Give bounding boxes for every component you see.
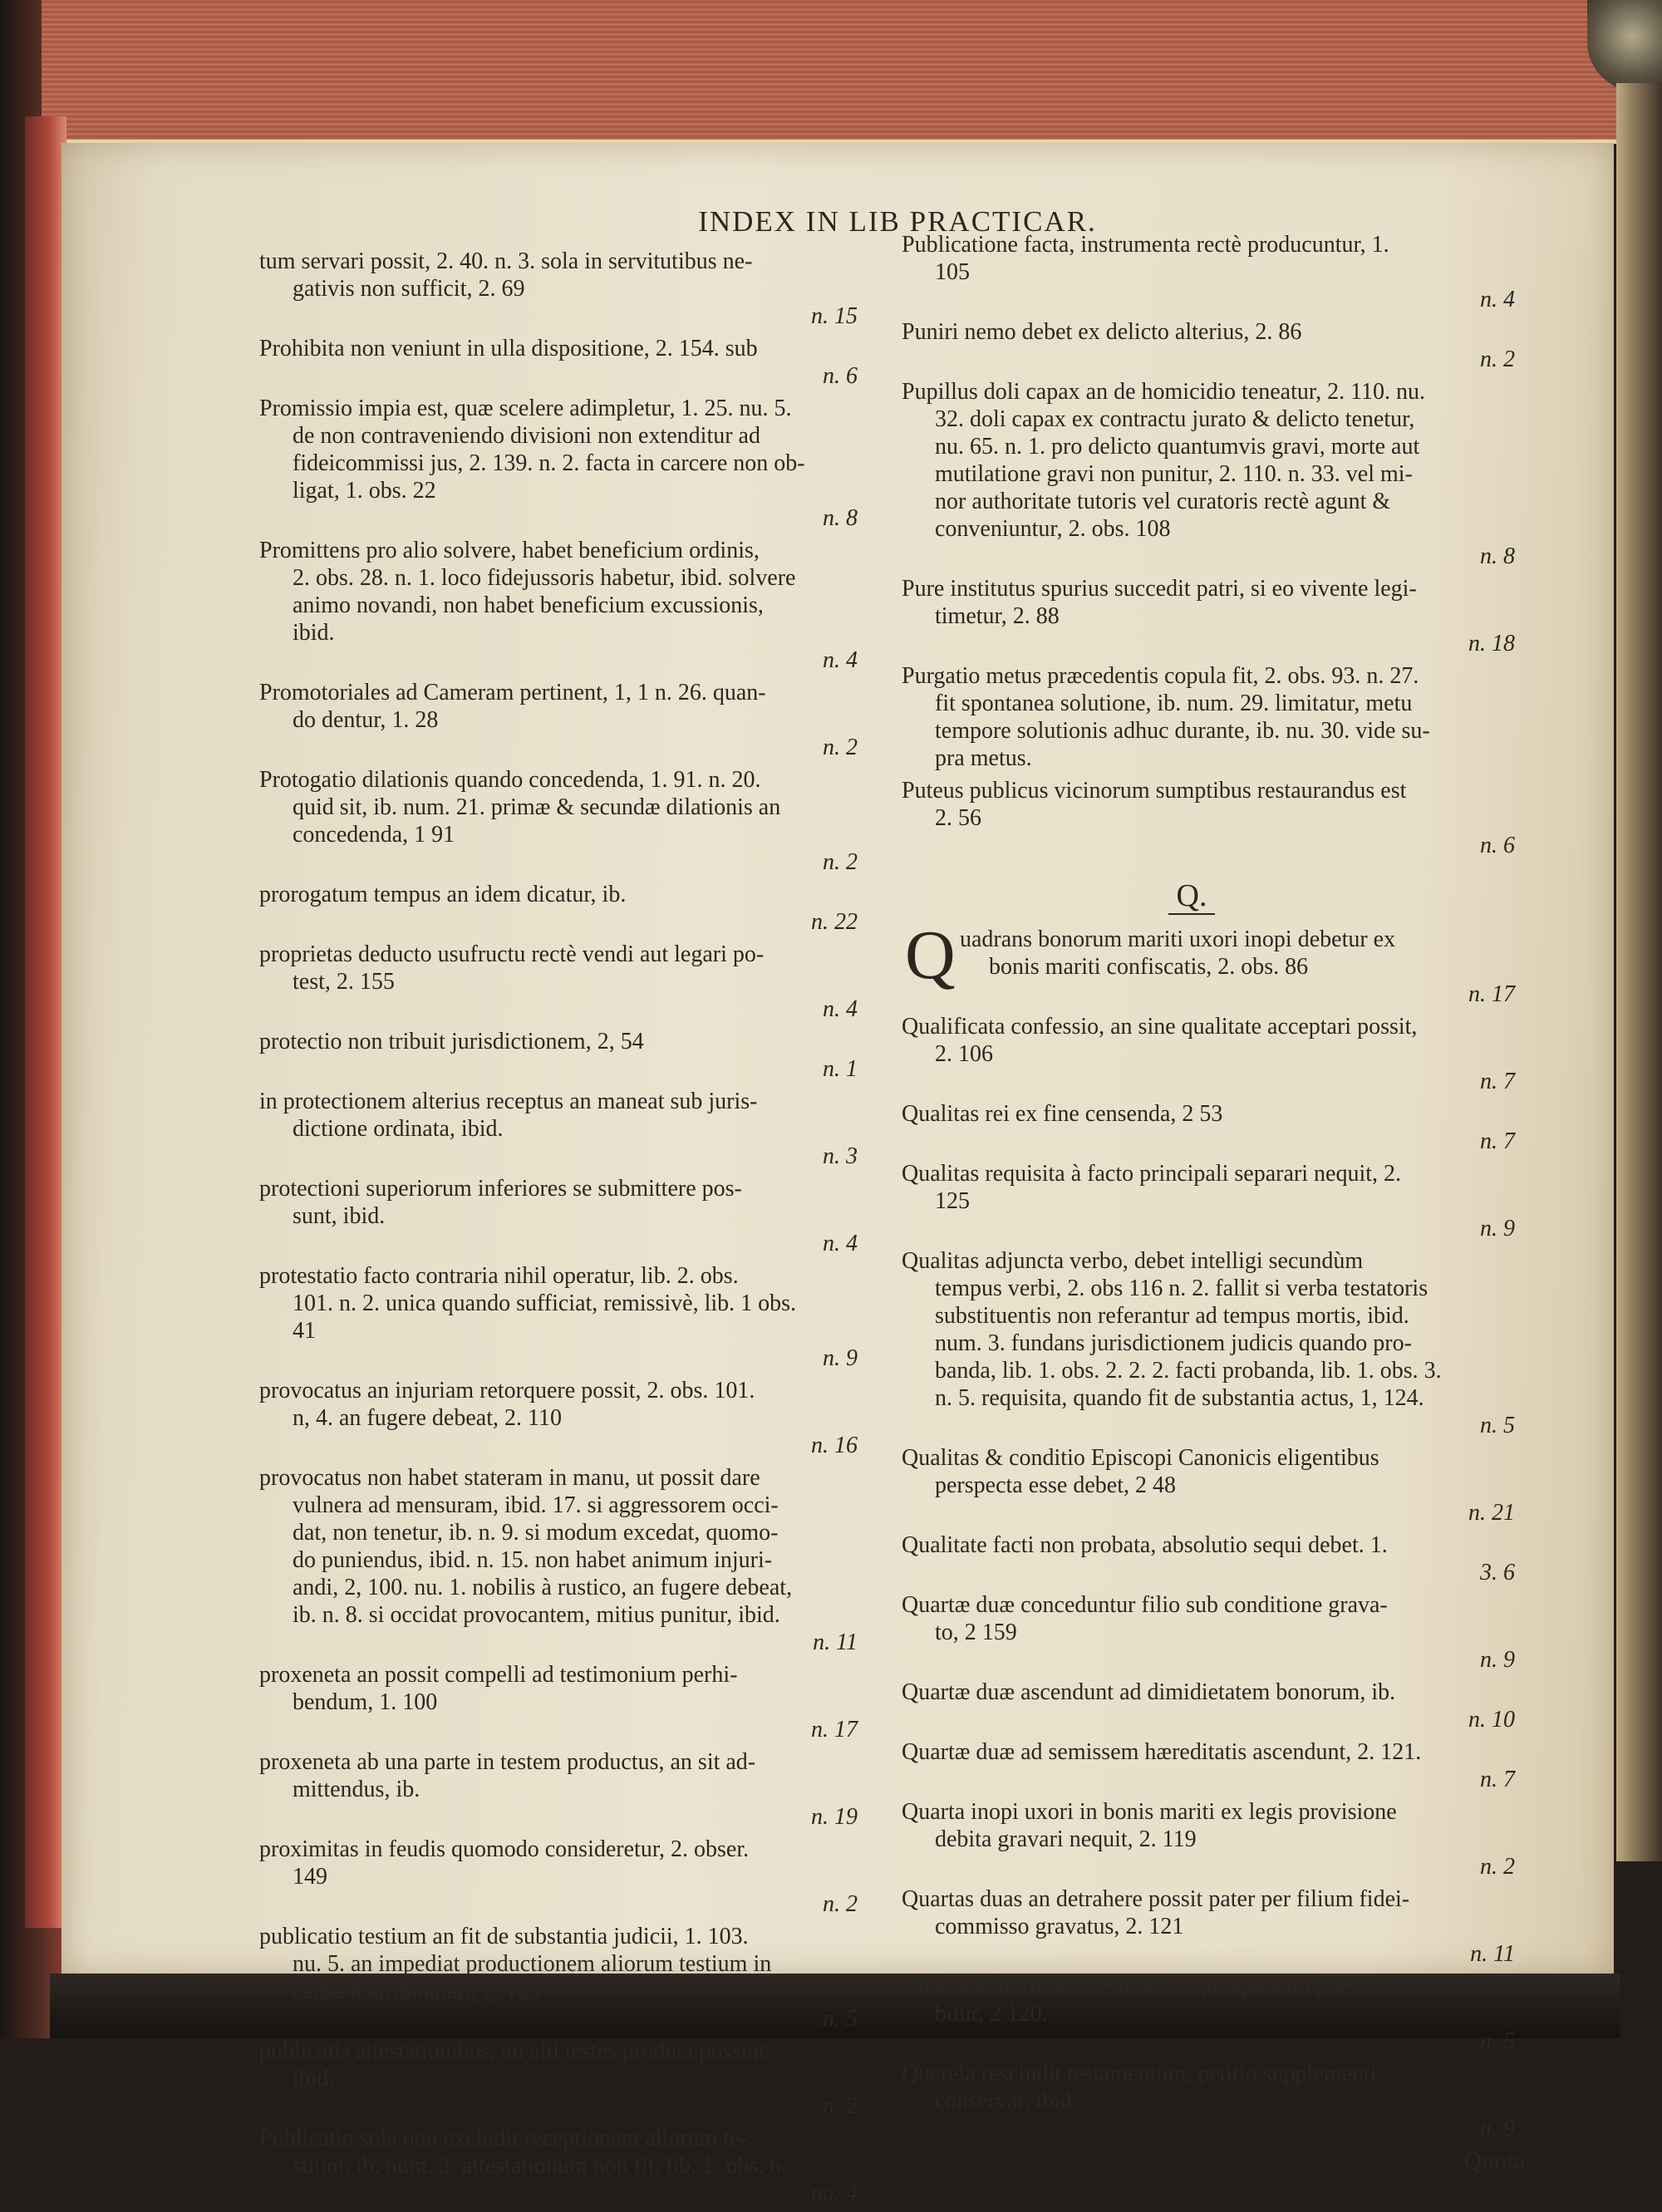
entry-continuation-line: 101. n. 2. unica quando sufficiat, remissivè, lib. 1 obs.	[293, 1290, 797, 1316]
entry-reference-number: n. 18	[1468, 631, 1515, 656]
entry-continuation-line: num. 3. fundans jurisdictionem judicis quando pro-	[935, 1330, 1412, 1356]
entry-reference-number: n. 5	[823, 2006, 858, 2032]
section-letter	[902, 877, 1532, 914]
entry-headword-line: in protectionem alterius receptus an maneat sub juris-	[259, 1089, 758, 1114]
entry-continuation-line: commisso gravatus, 2. 121	[935, 1914, 1184, 1939]
entry-continuation-line: mittendus, ib.	[293, 1777, 420, 1802]
entry-continuation-line: andi, 2, 100. nu. 1. nobilis à rustico, an fugere debeat,	[293, 1575, 793, 1600]
entry-continuation-line: tempore solutionis adhuc durante, ib. nu. 30. vide su-	[935, 718, 1430, 744]
entry-headword-line: provocatus non habet stateram in manu, ut possit dare	[259, 1465, 760, 1491]
entry-reference-number: n. 8	[823, 505, 858, 531]
index-entry	[902, 1160, 1532, 1242]
entry-reference-number: nu. 4	[811, 2180, 858, 2206]
index-entry	[902, 2060, 1532, 2142]
entry-reference-number: n. 4	[823, 1231, 858, 1256]
entry-continuation-line: mutilatione gravi non punitur, 2. 110. n. 33. vel mi-	[935, 461, 1413, 487]
entry-reference-number: n. 11	[1470, 1941, 1515, 1967]
index-entry	[259, 1748, 874, 1831]
index-entry	[259, 395, 874, 532]
entry-continuation-line: 149	[293, 1864, 327, 1890]
section-letter-text: Q.	[1168, 878, 1216, 915]
entry-reference-number: n. 10	[1468, 1707, 1515, 1733]
entry-headword-line: publicatio testium an fit de substantia judicii, 1. 103.	[259, 1924, 749, 1949]
entry-headword-line: Promotoriales ad Cameram pertinent, 1, 1 n. 26. quan-	[259, 680, 766, 705]
entry-reference-number: n. 7	[1480, 1767, 1515, 1792]
right-column-q-entries	[902, 917, 1532, 2147]
entry-continuation-line: bonis mariti confiscatis, 2. obs. 86	[989, 954, 1309, 980]
entry-headword-line: Quærelæ inofficiosi testamenti quinquennio præscri-	[902, 1974, 1393, 1999]
entry-headword-line: prorogatum tempus an idem dicatur, ib.	[259, 882, 627, 907]
entry-continuation-line: to, 2 159	[935, 1620, 1017, 1645]
entry-continuation-line: concedenda, 1 91	[293, 822, 455, 848]
entry-continuation-line: pra metus.	[935, 745, 1032, 771]
entry-headword-line: uadrans bonorum mariti uxori inopi debetur ex	[960, 927, 1396, 952]
entry-headword-line: Qualitas requisita à facto principali separari nequit, 2.	[902, 1161, 1402, 1187]
entry-continuation-line: gativis non sufficit, 2. 69	[293, 276, 525, 302]
book-page-edges	[42, 0, 1620, 144]
entry-continuation-line: sunt, ibid.	[293, 1203, 386, 1229]
entry-reference-number: n. 16	[811, 1433, 858, 1458]
entry-continuation-line: perspecta esse debet, 2 48	[935, 1472, 1176, 1498]
entry-headword-line: proximitas in feudis quomodo consideretur, 2. obser.	[259, 1836, 750, 1862]
entry-headword-line: proprietas deducto usufructu rectè vendi aut legari po-	[259, 941, 765, 967]
entry-continuation-line: bendum, 1. 100	[293, 1689, 438, 1715]
entry-reference-number: n. 17	[811, 1717, 858, 1743]
entry-continuation-line: 2. 56	[935, 805, 981, 831]
entry-headword-line: Quartæ duæ ascendunt ad dimidietatem bonorum, ib.	[902, 1679, 1396, 1705]
entry-headword-line: Quartæ duæ conceduntur filio sub conditione grava-	[902, 1592, 1388, 1618]
entry-reference-number: n. 19	[811, 1804, 858, 1830]
drop-cap: Q	[905, 917, 956, 994]
entry-reference-number: n. 21	[1468, 1500, 1515, 1526]
entry-headword-line: Quartæ duæ ad semissem hæreditatis ascendunt, 2. 121.	[902, 1739, 1422, 1765]
index-entry	[259, 248, 874, 330]
entry-continuation-line: de non contraveniendo divisioni non extenditur ad	[293, 423, 760, 449]
entry-continuation-line: conservat, ibid.	[935, 2088, 1078, 2114]
entry-reference-number: n. 17	[1468, 981, 1515, 1007]
entry-continuation-line: fit spontanea solutione, ib. num. 29. limitatur, metu	[935, 691, 1413, 716]
index-entry	[902, 1247, 1532, 1439]
left-column	[259, 248, 874, 2212]
entry-continuation-line: nu. 65. n. 1. pro delicto quantumvis gravi, morte aut	[935, 434, 1420, 460]
index-entry	[259, 679, 874, 761]
index-entry	[259, 335, 874, 390]
entry-headword-line: tum servari possit, 2. 40. n. 3. sola in servitutibus ne-	[259, 248, 753, 274]
entry-headword-line: publicatis attestationibus, an alii testes produci possint	[259, 2038, 765, 2064]
index-entry	[902, 917, 1532, 1008]
right-column	[902, 231, 1532, 2175]
index-entry	[259, 1464, 874, 1656]
entry-headword-line: proxeneta ab una parte in testem productus, an sit ad-	[259, 1749, 756, 1775]
entry-headword-line: protectio non tribuit jurisdictionem, 2, 54	[259, 1029, 644, 1054]
entry-continuation-line: 125	[935, 1188, 970, 1214]
entry-continuation-line: conveniuntur, 2. obs. 108	[935, 516, 1171, 542]
entry-reference-number: n. 9	[823, 1345, 858, 1371]
entry-continuation-line: 105	[935, 259, 970, 285]
entry-headword-line: Puteus publicus vicinorum sumptibus restaurandus est	[902, 778, 1407, 804]
entry-headword-line: Quarta inopi uxori in bonis mariti ex legis provisione	[902, 1799, 1397, 1825]
entry-continuation-line: do puniendus, ibid. n. 15. non habet animum injuri-	[293, 1547, 773, 1573]
entry-headword-line: Puniri nemo debet ex delicto alterius, 2. 86	[902, 319, 1302, 345]
entry-headword-line: protectioni superiorum inferiores se submittere pos-	[259, 1176, 742, 1202]
entry-continuation-line: quid sit, ib. num. 21. primæ & secundæ dilationis an	[293, 794, 781, 820]
index-entry	[902, 1973, 1532, 2055]
entry-continuation-line: timetur, 2. 88	[935, 603, 1060, 629]
entry-reference-number: n. 5	[1480, 2028, 1515, 2054]
entry-continuation-line: n, 4. an fugere debeat, 2. 110	[293, 1405, 562, 1431]
index-entry	[902, 662, 1532, 772]
index-entry	[902, 575, 1532, 657]
right-column-p-entries	[902, 231, 1532, 864]
entry-reference-number: n. 7	[1480, 1069, 1515, 1094]
entry-headword-line: Qualificata confessio, an sine qualitate acceptari possit,	[902, 1014, 1418, 1040]
entry-reference-number: n. 22	[811, 909, 858, 935]
entry-continuation-line: ibid.	[293, 2066, 335, 2092]
index-entry	[259, 941, 874, 1023]
entry-continuation-line: do dentur, 1. 28	[293, 707, 439, 733]
index-entry	[902, 1679, 1532, 1733]
entry-reference-number: n. 2	[1480, 1854, 1515, 1880]
index-entry	[259, 1923, 874, 2033]
entry-reference-number: n. 1	[823, 1056, 858, 1082]
facing-page-edge	[1616, 83, 1662, 1861]
entry-continuation-line: dat, non tenetur, ib. n. 9. si modum excedat, quomo-	[293, 1520, 779, 1546]
book-cover-edge	[25, 116, 66, 1928]
index-entry	[259, 1028, 874, 1083]
entry-reference-number: n. 6	[1480, 833, 1515, 858]
index-entry	[902, 318, 1532, 373]
entry-reference-number: n. 9	[1480, 1216, 1515, 1241]
entry-continuation-line: dictione ordinata, ibid.	[293, 1116, 504, 1142]
index-entry	[259, 537, 874, 674]
index-entry	[259, 1836, 874, 1918]
entry-continuation-line: 32. doli capax ex contractu jurato & delicto tenetur,	[935, 406, 1415, 432]
index-entry	[259, 881, 874, 936]
entry-reference-number: 3. 6	[1480, 1560, 1515, 1585]
entry-headword-line: Prohibita non veniunt in ulla dispositione, 2. 154. sub	[259, 336, 758, 361]
entry-headword-line: Quartas duas an detrahere possit pater per filium fidei-	[902, 1886, 1410, 1912]
entry-continuation-line: substituentis non referantur ad tempus mortis, ibid.	[935, 1303, 1409, 1329]
entry-headword-line: Qualitas & conditio Episcopi Canonicis eligentibus	[902, 1445, 1379, 1471]
entry-headword-line: Promittens pro alio solvere, habet beneficium ordinis,	[259, 538, 760, 563]
index-entry	[902, 1738, 1532, 1793]
entry-headword-line: Qualitate facti non probata, absolutio sequi debet. 1.	[902, 1532, 1388, 1558]
index-entry	[259, 1088, 874, 1170]
catchword: Quota	[1463, 2147, 1525, 2175]
running-header: INDEX IN LIB PRACTICAR.	[698, 205, 1097, 238]
entry-reference-number: n. 11	[813, 1630, 858, 1655]
entry-continuation-line: nu. 5. an impediat productionem aliorum testium in	[293, 1951, 772, 1977]
entry-reference-number: n. 7	[1480, 1128, 1515, 1154]
entry-continuation-line: banda, lib. 1. obs. 2. 2. 2. facti probanda, lib. 1. obs. 3.	[935, 1358, 1442, 1384]
entry-reference-number: n. 9	[1480, 1647, 1515, 1673]
index-entry	[259, 2125, 874, 2207]
entry-continuation-line: tempus verbi, 2. obs 116 n. 2. fallit si verba testatoris	[935, 1276, 1428, 1301]
entry-reference-number: n. 5	[1480, 1413, 1515, 1438]
entry-continuation-line: causa matrimoniali, 1, 105	[293, 1979, 540, 2004]
entry-reference-number: n. 4	[823, 996, 858, 1022]
index-entry	[902, 777, 1532, 859]
entry-headword-line: Qualitas rei ex fine censenda, 2 53	[902, 1101, 1223, 1127]
entry-reference-number: n. 2	[823, 735, 858, 760]
entry-continuation-line: n. 5. requisita, quando fit de substantia actus, 1, 124.	[935, 1385, 1424, 1411]
entry-continuation-line: ib. n. 8. si occidat provocantem, mitius punitur, ibid.	[293, 1602, 780, 1628]
index-entry	[902, 1798, 1532, 1880]
entry-reference-number: n. 4	[823, 647, 858, 673]
entry-headword-line: Publicatione facta, instrumenta rectè producuntur, 1.	[902, 232, 1389, 258]
entry-headword-line: Pupillus doli capax an de homicidio teneatur, 2. 110. nu.	[902, 379, 1426, 405]
entry-reference-number: n. 2	[823, 849, 858, 875]
index-entry	[902, 1444, 1532, 1526]
entry-headword-line: Protogatio dilationis quando concedenda, 1. 91. n. 20.	[259, 767, 761, 793]
index-entry	[902, 1531, 1532, 1586]
entry-continuation-line: test, 2. 155	[293, 969, 395, 995]
entry-headword-line: Pure institutus spurius succedit patri, si eo vivente legi-	[902, 576, 1417, 602]
index-entry	[902, 1013, 1532, 1095]
entry-headword-line: provocatus an injuriam retorquere possit, 2. obs. 101.	[259, 1378, 755, 1403]
index-entry	[902, 231, 1532, 313]
index-entry	[259, 1262, 874, 1372]
entry-reference-number: n. 2	[823, 2093, 858, 2119]
index-entry	[902, 1591, 1532, 1674]
entry-reference-number: n. 3	[823, 1143, 858, 1169]
entry-continuation-line: stium, ib. num. 3. attestationum non fit, lib. 1. obs. 6.	[293, 2153, 787, 2179]
entry-continuation-line: 2. 106	[935, 1041, 993, 1067]
index-entry	[259, 2037, 874, 2120]
entry-continuation-line: fideicommissi jus, 2. 139. n. 2. facta in carcere non ob-	[293, 450, 805, 476]
entry-headword-line: Publicatio sola non excludit receptionem aliorum te-	[259, 2126, 748, 2151]
entry-reference-number: n. 2	[1480, 347, 1515, 372]
entry-continuation-line: 2. obs. 28. n. 1. loco fidejussoris habetur, ibid. solvere	[293, 565, 796, 591]
index-entry	[259, 1175, 874, 1257]
index-entry	[259, 766, 874, 876]
index-entry	[902, 1100, 1532, 1155]
entry-reference-number: n. 2	[823, 1891, 858, 1917]
entry-continuation-line: animo novandi, non habet beneficium excussionis,	[293, 592, 764, 618]
entry-reference-number: n. 8	[1480, 543, 1515, 569]
index-entry	[259, 1377, 874, 1459]
entry-continuation-line: vulnera ad mensuram, ibid. 17. si aggressorem occi-	[293, 1492, 779, 1518]
entry-continuation-line: debita gravari nequit, 2. 119	[935, 1826, 1197, 1852]
entry-headword-line: Qualitas adjuncta verbo, debet intelligi secundùm	[902, 1248, 1364, 1274]
entry-continuation-line: 41	[293, 1318, 316, 1344]
entry-headword-line: protestatio facto contraria nihil operatur, lib. 2. obs.	[259, 1263, 739, 1289]
entry-continuation-line: ibid.	[293, 620, 335, 646]
entry-headword-line: proxeneta an possit compelli ad testimonium perhi-	[259, 1662, 738, 1688]
entry-reference-number: n. 4	[1480, 287, 1515, 312]
entry-continuation-line: bitur, 2 120.	[935, 2001, 1048, 2027]
entry-headword-line: Querela rescindit testamentum, petitio supplementi	[902, 2061, 1377, 2087]
entry-headword-line: Purgatio metus præcedentis copula fit, 2. obs. 93. n. 27.	[902, 663, 1419, 689]
entry-reference-number: n. 15	[811, 303, 858, 329]
entry-headword-line: Promissio impia est, quæ scelere adimpletur, 1. 25. nu. 5.	[259, 396, 792, 421]
entry-continuation-line: ligat, 1. obs. 22	[293, 478, 436, 504]
index-entry	[902, 378, 1532, 570]
entry-reference-number: n. 9	[1480, 2116, 1515, 2141]
entry-continuation-line: nor authoritate tutoris vel curatoris rectè agunt &	[935, 489, 1391, 514]
index-entry	[259, 1661, 874, 1743]
index-entry	[902, 1885, 1532, 1968]
entry-reference-number: n. 6	[823, 363, 858, 389]
